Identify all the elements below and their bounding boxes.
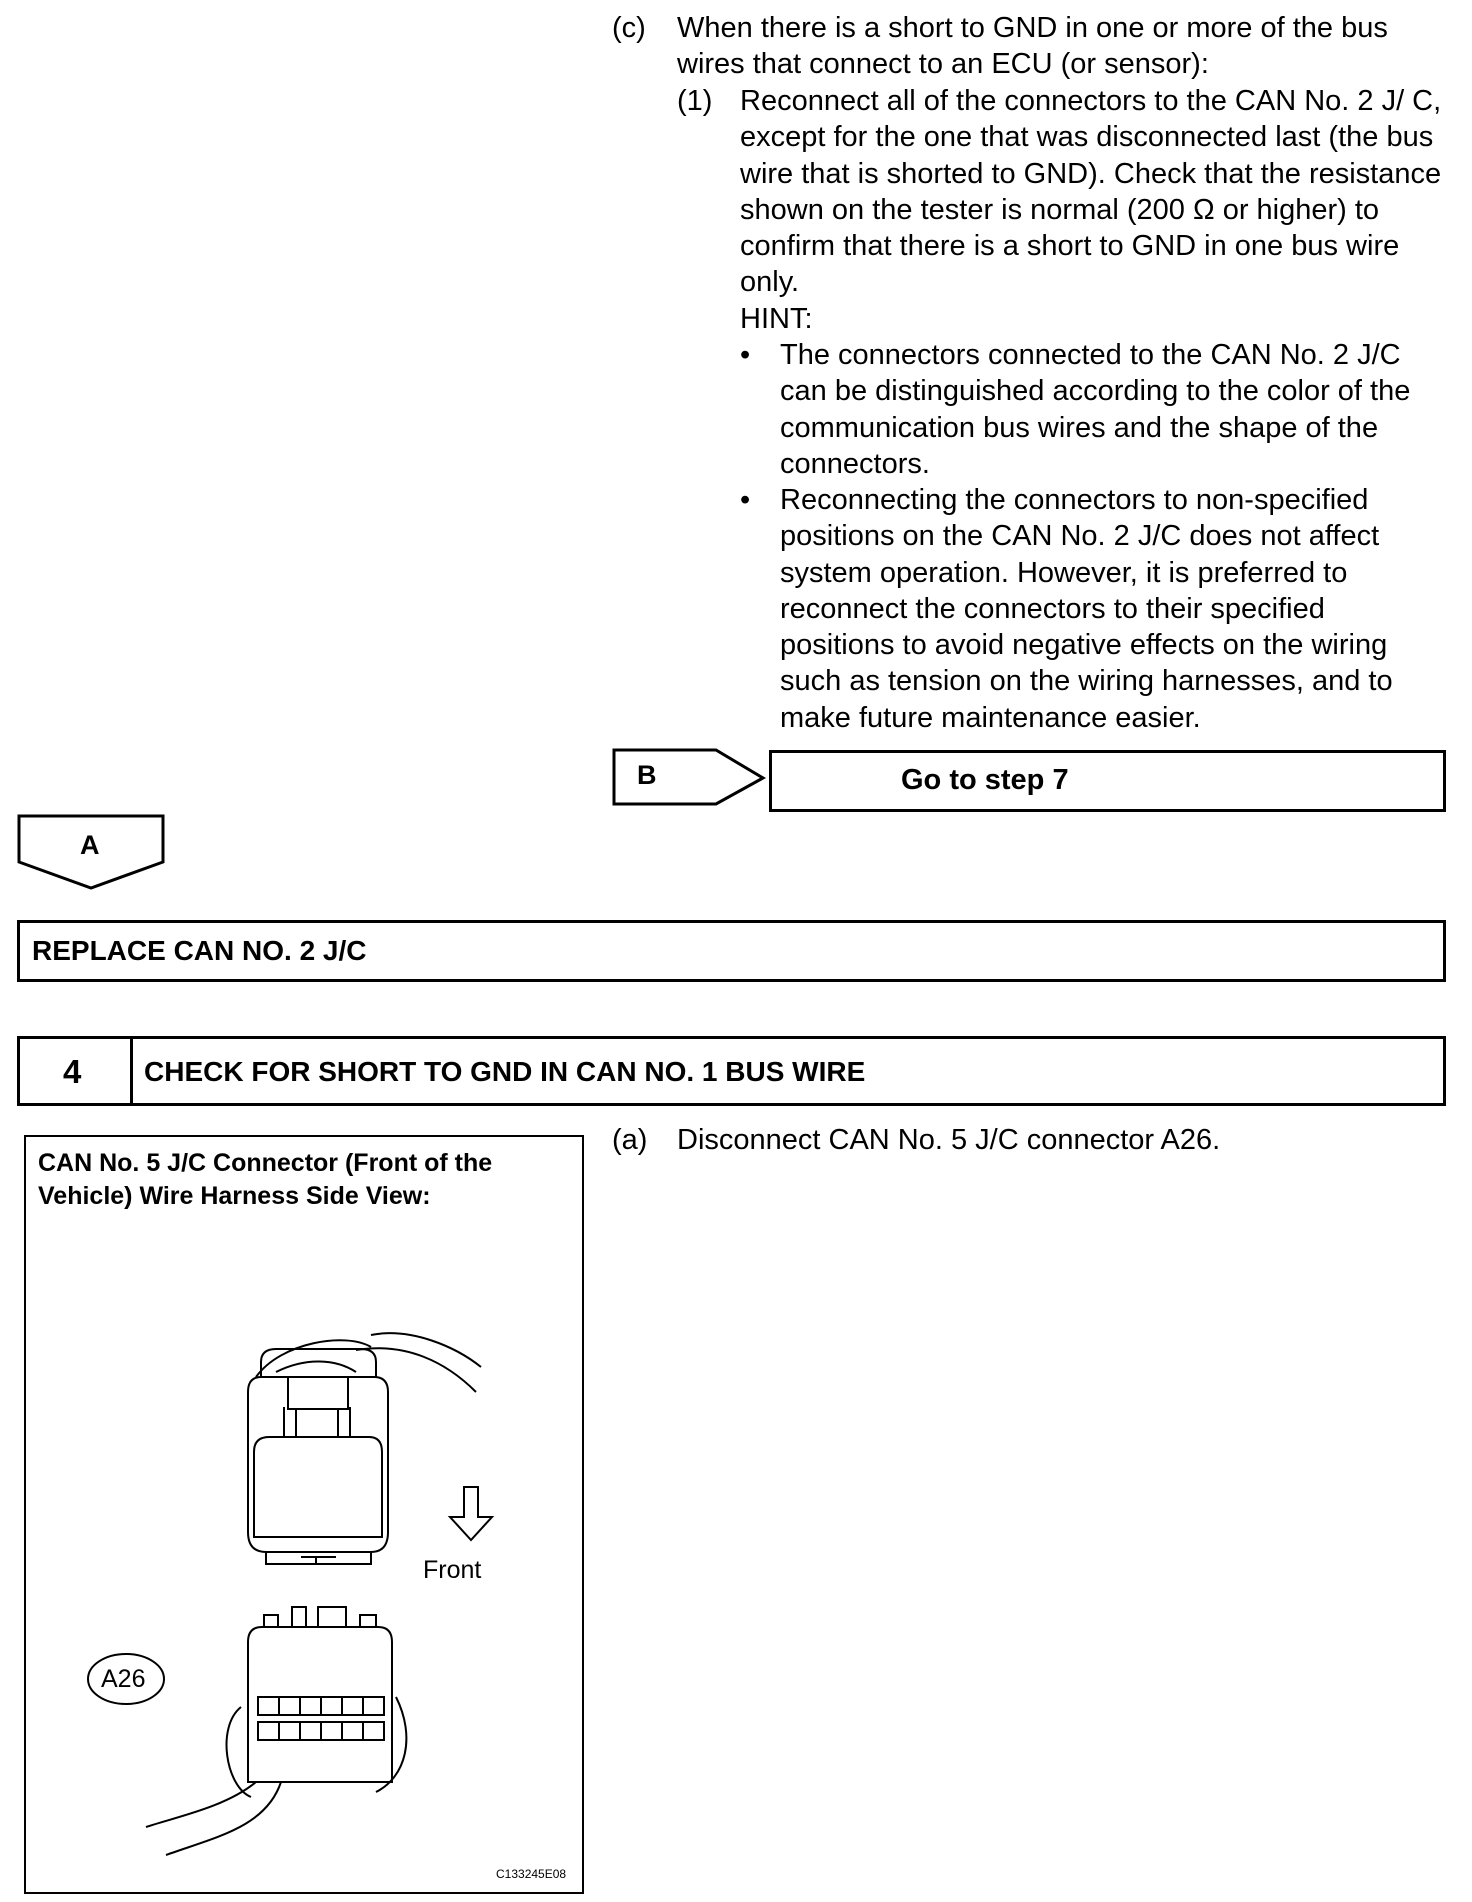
upper-connector-front xyxy=(254,1437,382,1537)
upper-connector-base xyxy=(266,1552,371,1564)
hint-label: HINT: xyxy=(740,303,813,335)
upper-connector-rib xyxy=(284,1407,350,1437)
step-a-label: (a) xyxy=(612,1124,648,1156)
result-b-tag: B xyxy=(637,760,657,790)
step-4-header xyxy=(17,1036,1446,1106)
upper-connector-latch xyxy=(288,1377,348,1409)
result-a-tag: A xyxy=(80,830,100,860)
harness-wire xyxy=(276,1361,356,1372)
hint-bullet-text: The connectors connected to the CAN No. 2 J/C can be distinguished according to the color of the communication bus wires and the shape of the connectors. xyxy=(780,339,1411,480)
bullet-marker: • xyxy=(740,484,751,516)
step-title: CHECK FOR SHORT TO GND IN CAN NO. 1 BUS WIRE xyxy=(144,1056,866,1087)
go-to-step-label: Go to step 7 xyxy=(901,764,1069,796)
upper-connector-body xyxy=(248,1377,388,1552)
figure-code: C133245E08 xyxy=(496,1867,567,1881)
harness-wire xyxy=(166,1782,281,1855)
replace-title: REPLACE CAN NO. 2 J/C xyxy=(32,935,367,966)
front-arrow-icon xyxy=(450,1487,492,1540)
bullet-marker: • xyxy=(740,339,751,371)
replace-box xyxy=(17,920,1446,982)
lower-connector-top xyxy=(264,1607,376,1627)
front-label: Front xyxy=(423,1556,482,1584)
substep-1 xyxy=(677,83,1457,308)
step-c-text: When there is a short to GND in one or more of the bus wires that connect to an ECU (or sensor): xyxy=(677,12,1388,81)
hint-bullet-text: Reconnecting the connectors to non-specified positions on the CAN No. 2 J/C does not affect system operation. However, it is preferred to reconnect the connectors to their specified positions to avoid negative effects on the wiring such as tension on the wiring harnesses, and to make future maintenance easier. xyxy=(780,484,1393,734)
figure-caption: CAN No. 5 J/C Connector (Front of the Vehicle) Wire Harness Side View: xyxy=(38,1149,493,1210)
upper-connector-top xyxy=(261,1349,376,1377)
substep-1-text: Reconnect all of the connectors to the CAN No. 2 J/ C, except for the one that was disconnected last (the bus wire that is shorted to GND). Check that the resistance shown on the tester is normal (200 Ω or higher) to confirm that there is a short to GND in one bus wire only. xyxy=(740,85,1442,299)
figure-box xyxy=(24,1135,584,1894)
terminal-dividers xyxy=(279,1697,363,1740)
hint-bullet xyxy=(740,482,1450,742)
step-number: 4 xyxy=(63,1053,82,1090)
step-c-label: (c) xyxy=(612,12,646,44)
step-a xyxy=(612,1122,1452,1162)
step-c xyxy=(612,10,1452,90)
connector-illustration xyxy=(26,1137,582,1892)
connector-label: A26 xyxy=(101,1665,146,1693)
substep-1-label: (1) xyxy=(677,85,713,117)
go-to-step-box[interactable] xyxy=(769,750,1446,812)
step-a-text: Disconnect CAN No. 5 J/C connector A26. xyxy=(677,1124,1221,1156)
harness-wire xyxy=(371,1333,481,1367)
hint-bullet xyxy=(740,337,1450,487)
result-b-arrow-tag xyxy=(612,748,766,812)
